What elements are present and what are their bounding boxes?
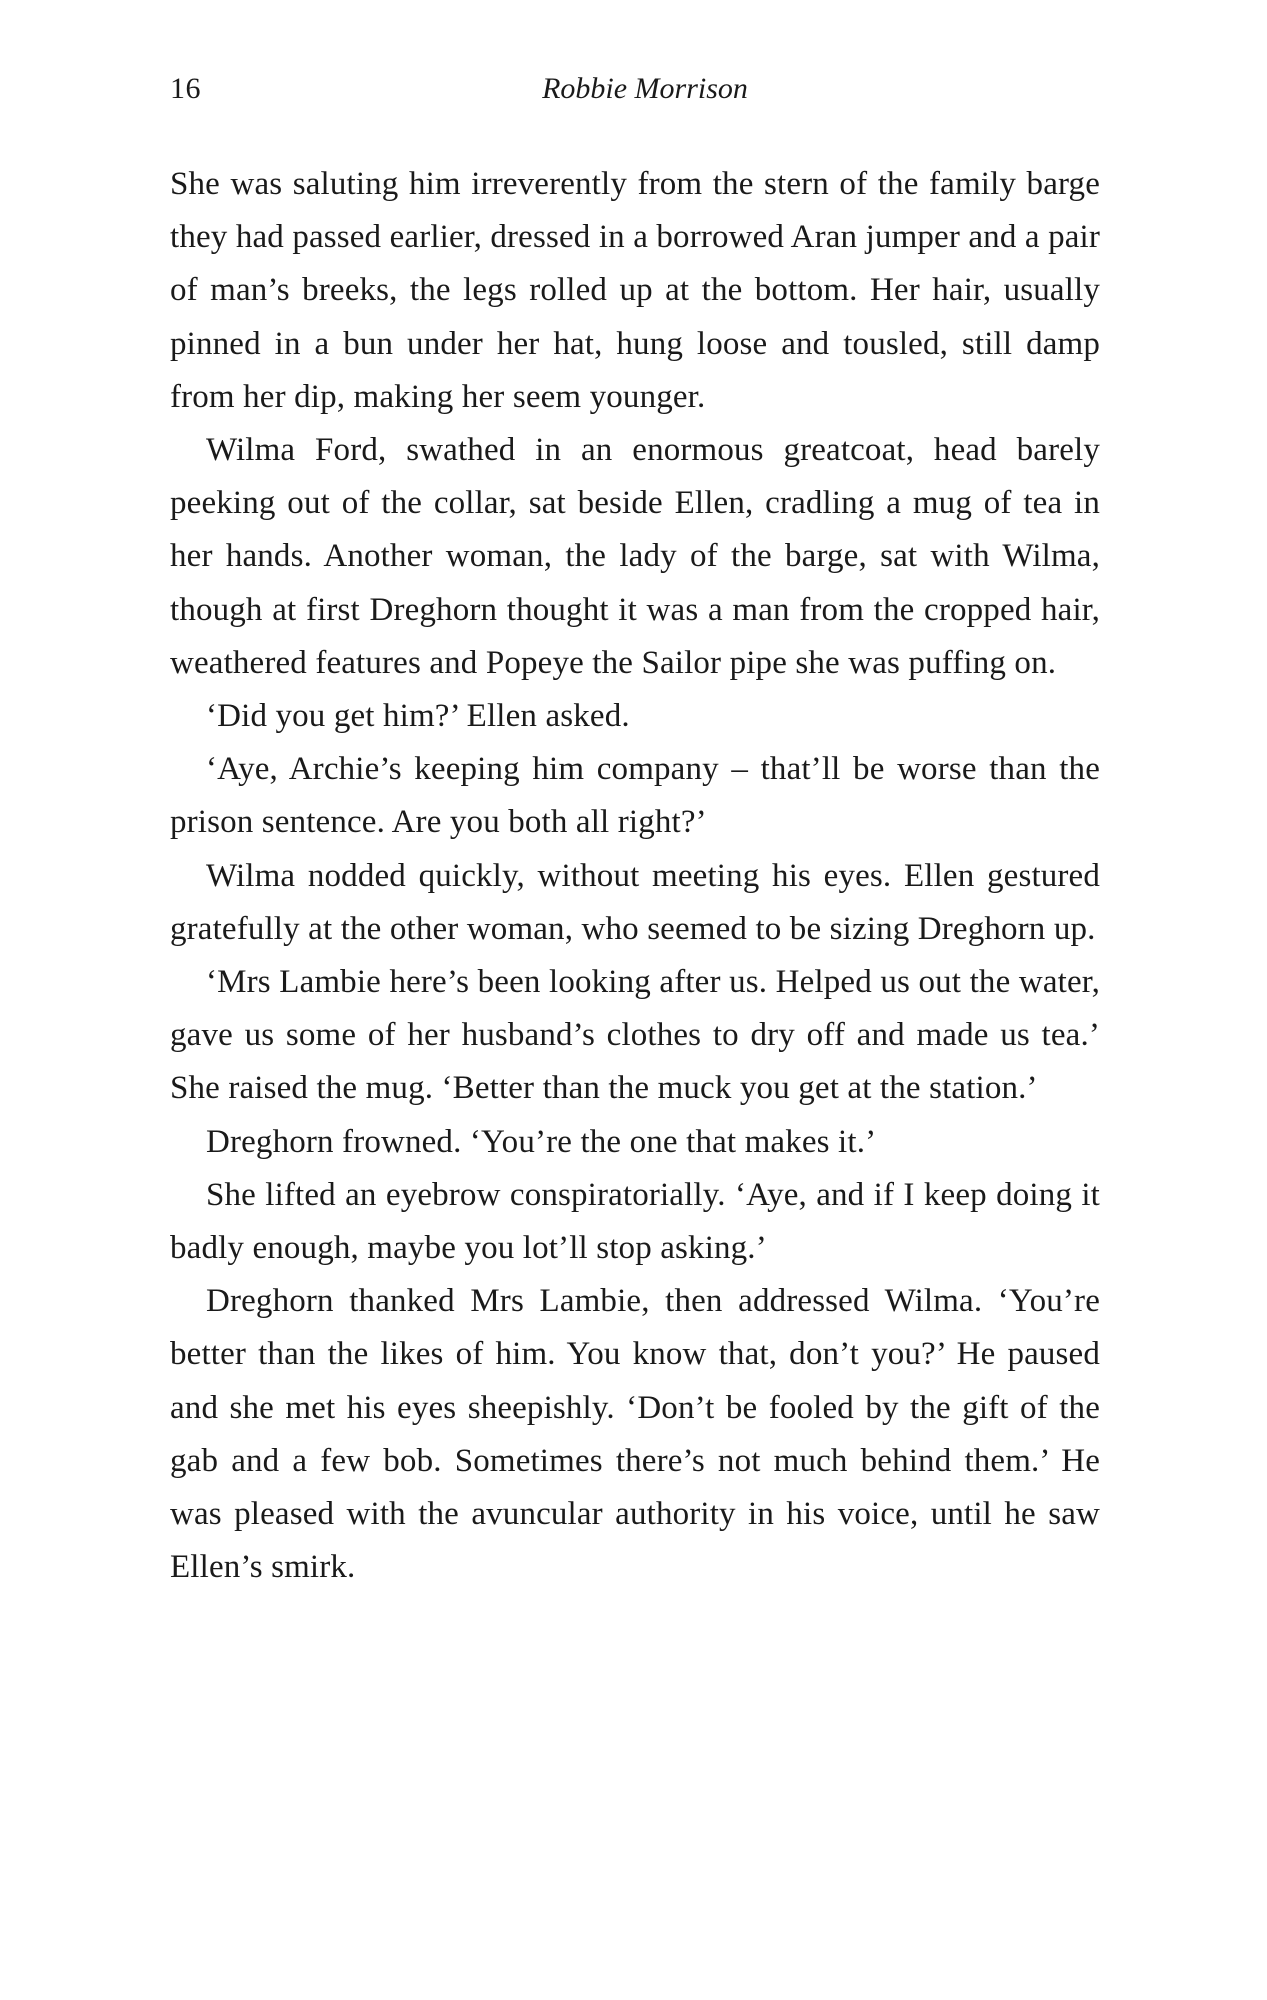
page-number: 16 [170, 72, 201, 105]
running-head: Robbie Morrison [542, 72, 748, 105]
paragraph: ‘Did you get him?’ Ellen asked. [206, 698, 630, 735]
paragraph: Wilma Ford, swathed in an enormous greatcoat, head barely peeking out of the collar, sat beside Ellen, cradling a mug of tea in her hands. Another woman, the lady of the barge, sat with Wilma, though at first Dreghorn thought it was a man from the cropped hair, weathered features and Popeye the Sailor pipe she was puffing on. [170, 432, 1100, 681]
body-text [170, 158, 1100, 1594]
paragraph: She was saluting him irreverently from the stern of the family barge they had passed earlier, dressed in a borrowed Aran jumper and a pair of man’s breeks, the legs rolled up at the bottom. Her hair, usually pinned in a bun under her hat, hung loose and tousled, still damp from her dip, making her seem younger. [170, 166, 1100, 415]
paragraph: Dreghorn frowned. ‘You’re the one that makes it.’ [206, 1123, 877, 1160]
page-header [170, 72, 1100, 116]
paragraph: ‘Aye, Archie’s keeping him company – that’ll be worse than the prison sentence. Are you both all right?’ [170, 751, 1100, 841]
paragraph: She lifted an eyebrow conspiratorially. ‘Aye, and if I keep doing it badly enough, maybe you lot’ll stop asking.’ [170, 1176, 1100, 1267]
paragraph: ‘Mrs Lambie here’s been looking after us. Helped us out the water, gave us some of her husband’s clothes to dry off and made us tea.’ She raised the mug. ‘Better than the muck you get at the station.’ [170, 964, 1100, 1107]
paragraph: Wilma nodded quickly, without meeting his eyes. Ellen gestured gratefully at the other woman, who seemed to be sizing Dreghorn up. [170, 857, 1100, 947]
paragraph: Dreghorn thanked Mrs Lambie, then addressed Wilma. ‘You’re better than the likes of him. You know that, don’t you?’ He paused and she met his eyes sheepishly. ‘Don’t be fooled by the gift of the gab and a few bob. Sometimes there’s not much behind them.’ He was pleased with the avuncular authority in his voice, until he saw Ellen’s smirk. [170, 1283, 1100, 1586]
